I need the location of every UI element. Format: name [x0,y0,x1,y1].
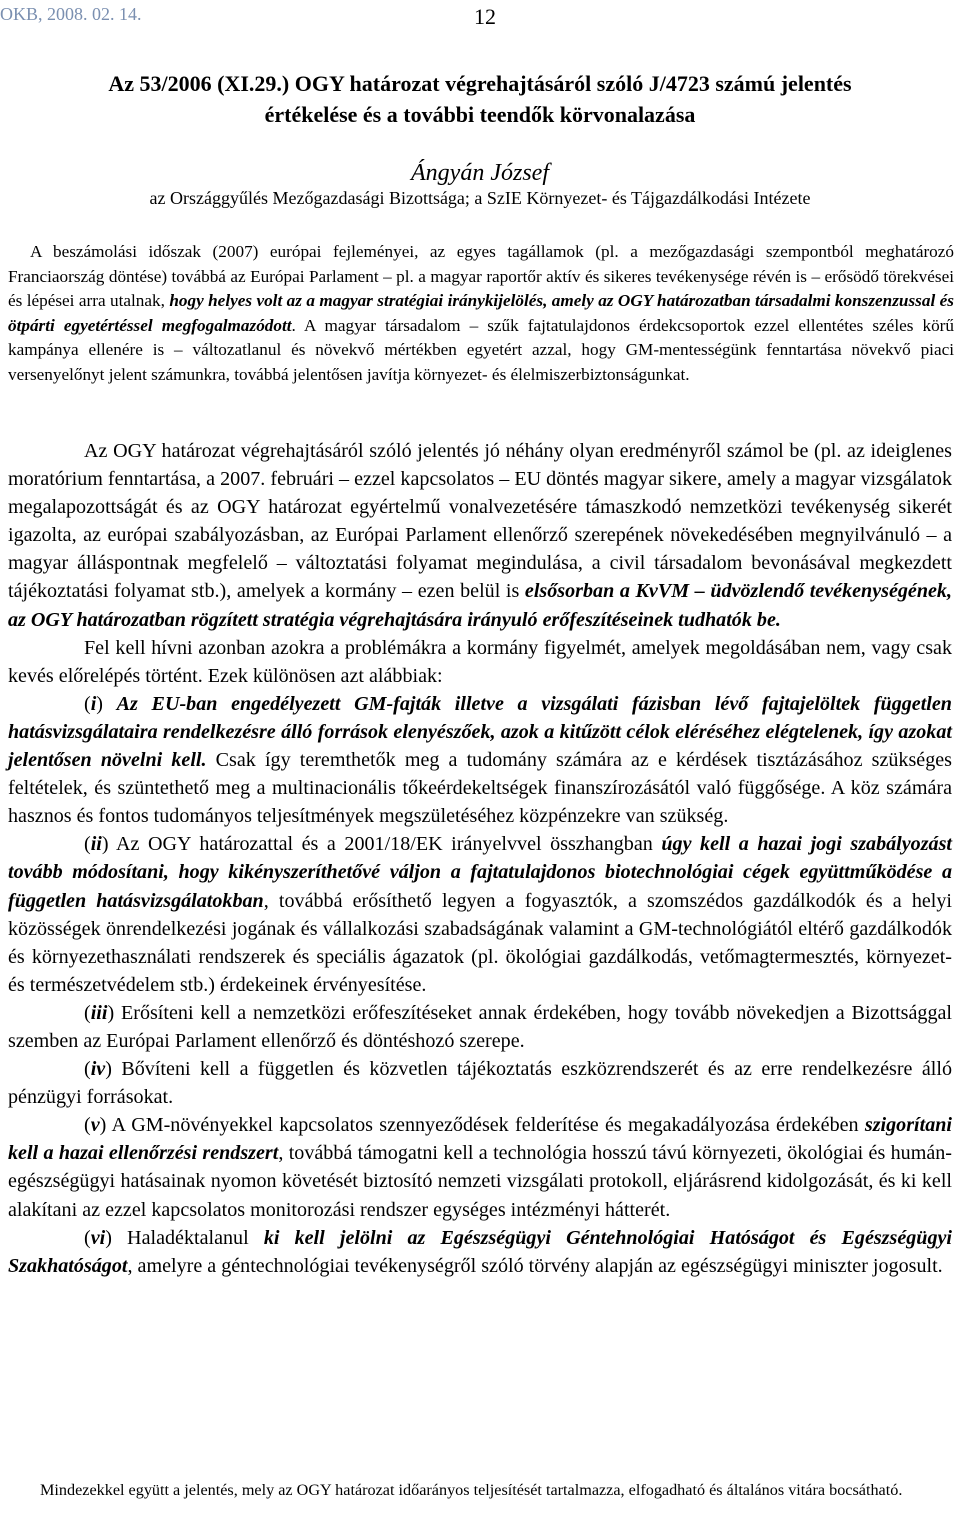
body-text [8,437,952,1280]
closing-statement [8,1479,952,1502]
item-v-emphasis: szigorítani kell a hazai ellenőrzési rendszert [8,1114,952,1165]
item-vi-text-1: Haladéktalanul [111,1226,264,1249]
item-ii: (ii) Az OGY határozattal és a 2001/18/EK irányelvvel összhangban úgy kell a hazai jogi szabályozást tovább módosítani, hogy kikényszeríthetővé váljon a fajtatulajdonos biotechnológiai cégek együttműködése a független hatásvizsgálatokban, továbbá erősíthető legyen a fogyasztók, a szomszédos gazdálkodók és a helyi közösségek önrendelkezési jogának és vállalkozási szabadságának valamint a GM-technológiától eltérő gazdálkodók és környezethasználati rendszerek és speciális ágazatok (pl. ökológiai gazdálkodás, vetőmagtermesztés, környezet- és természetvédelem stb.) érdekeinek érvényesítése. [8,833,952,996]
item-iv-text: Bővíteni kell a független és közvetlen tájékoztatás eszközrendszerét és az erre rendelkezésre álló pénzügyi forrásokat. [8,1058,952,1109]
item-v: (v) A GM-növényekkel kapcsolatos szennyeződések felderítése és megakadályozása érdekében szigorítani kell a hazai ellenőrzési rendszert, továbbá támogatni kell a technológia hosszú távú környezeti, ökológiai és humán-egészségügyi hatásainak nyomon követését biztosító nemzeti vizsgálati protokoll, eljárásrend kidolgozását, és ki kell alakítani az ezzel kapcsolatos monitorozási rendszer egységes intézményi hátterét. [8,1114,952,1221]
item-i-label: i [90,692,97,715]
item-ii-text-1: Az OGY határozattal és a 2001/18/EK irányelvvel összhangban [108,833,662,856]
page-number: 12 [474,4,496,29]
item-v-label: v [90,1114,100,1137]
abstract [8,240,954,387]
item-ii-label: ii [90,833,102,856]
item-i-emphasis: Az EU-ban engedélyezett GM-fajták illetve a vizsgálati fázisban lévő fajtajelöltek független hatásvizsgálataira rendelkezésre álló források elenyészőek, azok a kitűzött célok eléréséhez elégtelenek, így azokat jelentősen növelni kell. [8,692,952,772]
paragraph-results-text: Az OGY határozat végrehajtásáról szóló jelentés jó néhány olyan eredményről számol be (pl. az ideiglenes moratórium fenntartása, a 2007. februári – ezzel kapcsolatos – EU döntés magyar sikere, amely a magyar vizsgálatok megalapozottságát és az OGY határozat egyértelmű vonalvezetésére támaszkodó nemzetközi tevékenység sikerét igazolta, az európai szabályozásban, az Európai Parlament ellenőrző szerepének növekedésében megnyilvánuló – a magyar álláspontnak megfelelő – változtatási folyamat megindulása, a civil társadalom bevonásával megkezdett tájékoztatási folyamat stb.), amelyek a kormány – ezen belül is [8,440,952,603]
abstract-emphasis: hogy helyes volt az a magyar stratégiai iránykijelölés, amely az OGY határozatban társadalmi konszenzussal és ötpárti egyetértéssel megfogalmazódott [8,291,954,335]
item-iii: (iii) Erősíteni kell a nemzetközi erőfeszítéseket annak érdekében, hogy tovább növekedjen a Bizottsággal szemben az Európai Parlament ellenőrző és döntéshozó szerepe. [8,1001,952,1052]
item-i: (i) Az EU-ban engedélyezett GM-fajták illetve a vizsgálati fázisban lévő fajtajelöltek független hatásvizsgálataira rendelkezésre álló források elenyészőek, azok a kitűzött célok eléréséhez elégtelenek, így azokat jelentősen növelni kell. Csak így teremthetők meg a tudomány számára az e kérdések tisztázásához szükséges feltételek, és szüntethető meg a multinacionális tőkeérdekeltségek finanszírozásától való függősége. A köz számára hasznos és fontos tudományos teljesítmények megszületéséhez közpénzekre van szükség. [8,692,952,828]
title-line-1: Az 53/2006 (XI.29.) OGY határozat végrehajtásáról szóló J/4723 számú jelentés [108,71,852,96]
item-iv-label: iv [90,1058,106,1081]
paragraph-problems-text: Fel kell hívni azonban azokra a problémákra a kormány figyelmét, amelyek megoldásában nem, vagy csak kevés előrelépés történt. Ezek különösen azt alábbiak: [8,636,952,687]
closing-paragraph: Mindezekkel együtt a jelentés, mely az OGY határozat időarányos teljesítését tartalmazza, elfogadható és általános vitára bocsátható. [40,1481,903,1499]
item-vi: (vi) Haladéktalanul ki kell jelölni az Egészségügyi Géntehnológiai Hatóságot és Egészségügyi Szakhatóságot, amelyre a géntechnológiai tevékenységről szóló törvény alapján az egészségügyi miniszter jogosult. [8,1226,953,1277]
item-vi-emphasis: ki kell jelölni az Egészségügyi Géntehnológiai Hatóságot és Egészségügyi Szakhatóságot [8,1226,953,1277]
item-vi-label: vi [90,1226,106,1249]
author-name: Ángyán József [411,160,549,186]
title-line-2: értékelése és a további teendők körvonalazása [264,102,696,127]
item-iv: (iv) Bővíteni kell a független és közvetlen tájékoztatás eszközrendszerét és az erre rendelkezésre álló pénzügyi forrásokat. [8,1058,952,1109]
abstract-sentence-1: A beszámolási időszak (2007) európai fejleményei, az egyes tagállamok (pl. a mezőgazdasági szempontból meghatározó Franciaország döntése) továbbá az Európai Parlament – pl. a magyar raportőr aktív és sikeres tevékenysége révén is – erősödő törekvései és lépései arra utalnak, [8,242,954,310]
item-iii-text: Erősíteni kell a nemzetközi erőfeszítéseket annak érdekében, hogy tovább növekedjen a Bizottsággal szemben az Európai Parlament ellenőrző és döntéshozó szerepe. [8,1001,952,1052]
paragraph-results [8,437,952,634]
item-i-text: Csak így teremthetők meg a tudomány számára az e kérdések tisztázásához szükséges feltételek, és szüntethető meg a multinacionális tőkeérdekeltségek finanszírozásától való függősége. A köz számára hasznos és fontos tudományos teljesítmények megszületéséhez közpénzekre van szükség. [8,749,952,828]
header-source: OKB, 2008. 02. 14. [0,4,142,24]
abstract-paragraph [8,240,954,387]
item-v-text-2: , továbbá támogatni kell a technológia hosszú távú környezeti, ökológiai és humán-egészségügyi hatásainak nyomon követését biztosító nemzeti vizsgálati protokoll, eljárásrend kidolgozását, és ki kell alakítani az ezzel kapcsolatos monitorozási rendszer egységes intézményi hátterét. [8,1142,952,1221]
item-ii-text-2: , továbbá erősíthető legyen a fogyasztók, a szomszédos gazdálkodók és a helyi közösségek önrendelkezési jogának és vállalkozási szabadságának valamint a GM-technológiától eltérő gazdálkodók és környezethasználati rendszerek és speciális ágazatok (pl. ökológiai gazdálkodás, vetőmagtermesztés, környezet- és természetvédelem stb.) érdekeinek érvényesítése. [8,889,952,996]
paragraph-problems [8,634,952,690]
author-affiliation: az Országgyűlés Mezőgazdasági Bizottsága; a SzIE Környezet- és Tájgazdálkodási Intézete [149,188,811,208]
paragraph-results-emphasis: elsősorban a KvVM – üdvözlendő tevékenységének, az OGY határozatban rögzített stratégia végrehajtására irányuló erőfeszítéseinek tudhatók be. [8,580,952,631]
item-ii-emphasis: úgy kell a hazai jogi szabályozást tovább módosítani, hogy kikényszeríthetővé váljon a fajtatulajdonos biotechnológiai cégek együttműködése a független hatásvizsgálatokban [8,833,952,912]
item-vi-text-2: , amelyre a géntechnológiai tevékenységről szóló törvény alapján az egészségügyi miniszter jogosult. [127,1254,943,1277]
document-title [0,68,960,130]
abstract-sentence-2: . A magyar társadalom – szűk fajtatulajdonos érdekcsoportok ezzel ellentétes széles körű kampánya ellenére is – változatlanul és növekvő mértékben egyetért azzal, hogy GM-mentességünk fenntartása növekvő piaci versenyelőnyt jelent számunkra, továbbá jelentősen javítja környezet- és élelmiszerbiztonságunkat. [8,315,954,384]
item-v-text-1: A GM-növényekkel kapcsolatos szennyeződések felderítése és megakadályozása érdekében [106,1114,865,1137]
item-iii-label: iii [90,1001,108,1024]
